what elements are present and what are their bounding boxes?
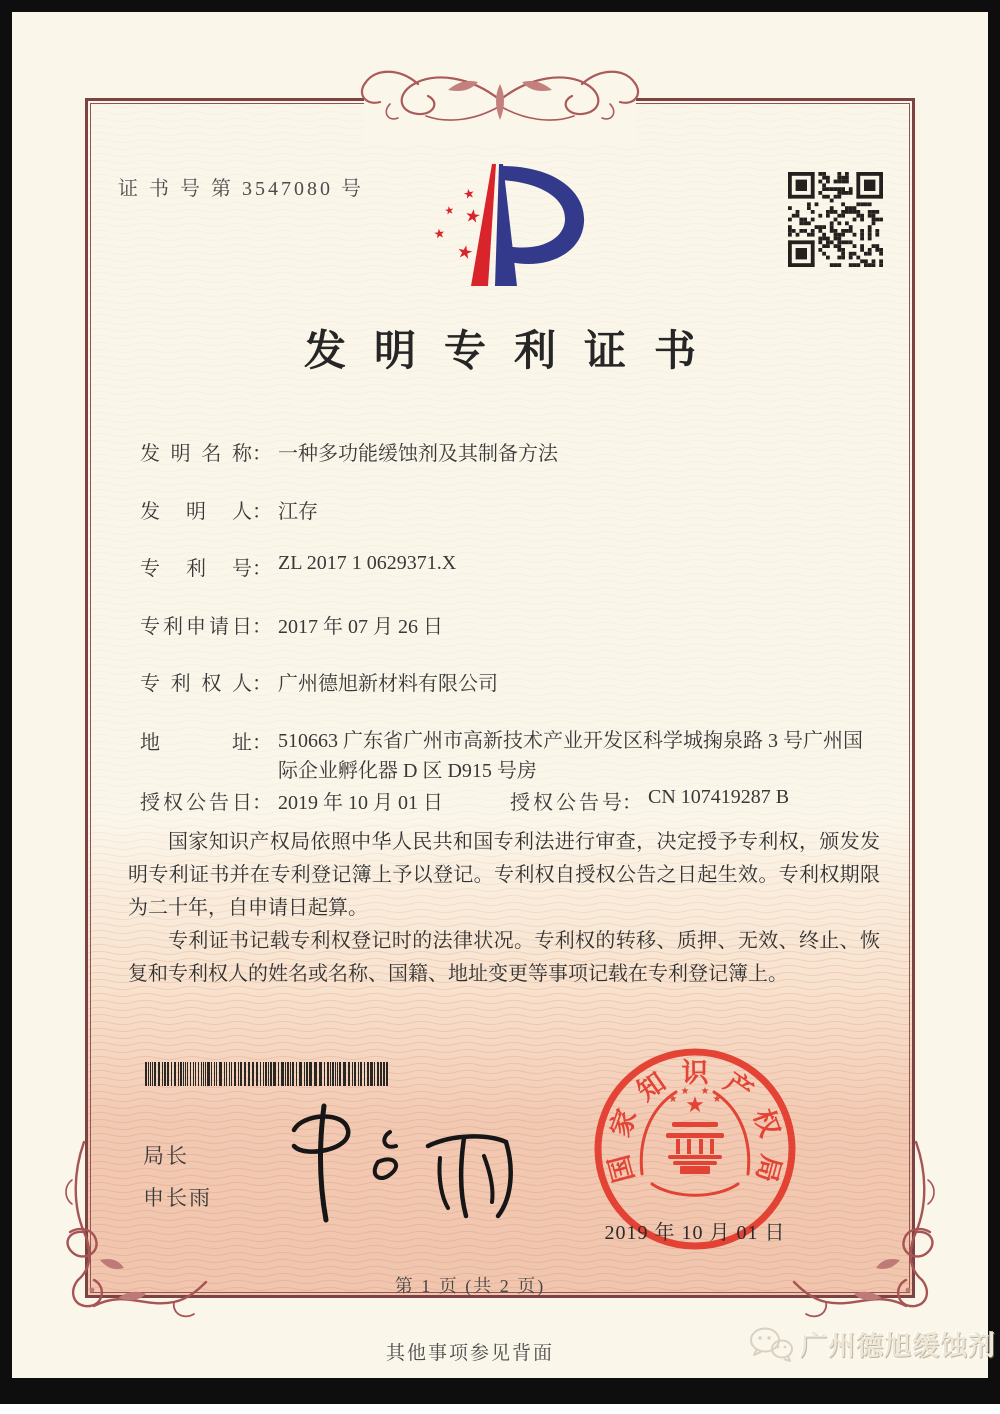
director-name: 申长雨 (143, 1187, 212, 1210)
legal-paragraph-2: 专利证书记载专利权登记时的法律状况。专利权的转移、质押、无效、终止、恢复和专利权人的姓名或名称、国籍、地址变更等事项记载在专利登记簿上。 (128, 930, 880, 985)
field-colon: ： (252, 501, 272, 523)
field-row-invention-name (140, 437, 558, 466)
field-value-grant-number: CN 107419287 B (648, 786, 790, 808)
svg-text:★: ★ (700, 1086, 710, 1097)
svg-text:★: ★ (462, 186, 477, 204)
field-label: 专利申请日 (140, 616, 252, 638)
scan-border-top (0, 0, 1000, 12)
scan-border-right (988, 0, 1000, 1382)
field-colon: ： (252, 673, 272, 695)
field-pair-grant-number (510, 786, 789, 815)
scan-border-bottom (0, 1378, 1000, 1404)
legal-paragraph-1: 国家知识产权局依照中华人民共和国专利法进行审查，决定授予专利权，颁发发明专利证书并在专利登记簿上予以登记。专利权自授权公告之日起生效。专利权期限为二十年，自申请日起算。 (128, 831, 880, 919)
svg-text:★: ★ (443, 203, 456, 218)
seal-date: 2019 年 10 月 01 日 (604, 1222, 786, 1244)
svg-text:★: ★ (455, 240, 475, 265)
field-value-patent-number: ZL 2017 1 0629371.X (278, 552, 457, 574)
field-row-filing-date (140, 610, 443, 639)
svg-text:★: ★ (432, 226, 447, 243)
svg-text:识: 识 (681, 1058, 709, 1088)
field-label: 授权公告日 (140, 792, 252, 814)
svg-text:家: 家 (604, 1105, 643, 1141)
svg-text:权: 权 (747, 1105, 786, 1141)
field-row-inventor (140, 495, 318, 524)
field-value-inventor: 江存 (278, 501, 318, 523)
watermark-text: 广州德旭缓蚀剂 (800, 1331, 996, 1361)
svg-text:知: 知 (631, 1066, 672, 1107)
barcode (145, 1062, 393, 1086)
field-label: 地址 (140, 732, 252, 754)
svg-text:★: ★ (680, 1086, 690, 1097)
field-value-invention-name: 一种多功能缓蚀剂及其制备方法 (278, 443, 558, 465)
field-value-address: 510663 广东省广州市高新技术产业开发区科学城掬泉路 3 号广州国际企业孵化器 D 区 D915 号房 (278, 730, 863, 782)
svg-text:局: 局 (750, 1151, 787, 1186)
director-block (143, 1136, 212, 1220)
field-value-filing-date: 2017 年 07 月 26 日 (278, 616, 443, 638)
field-label: 专利号 (140, 558, 252, 580)
field-label: 发明人 (140, 501, 252, 523)
cnipa-patent-logo-icon (398, 156, 598, 296)
field-label: 专利权人 (140, 673, 252, 695)
field-colon: ： (252, 558, 272, 580)
svg-text:★: ★ (668, 1094, 678, 1105)
field-colon: ： (252, 443, 272, 465)
field-colon: ： (252, 732, 272, 754)
legal-text-block (128, 826, 880, 991)
director-title: 局长 (143, 1145, 189, 1168)
field-value-patentee: 广州德旭新材料有限公司 (278, 673, 498, 695)
director-handwritten-signature (268, 1096, 518, 1228)
field-label: 发明名称 (140, 443, 252, 465)
field-colon: ： (252, 792, 272, 814)
svg-text:★: ★ (712, 1094, 722, 1105)
scan-border-left (0, 0, 12, 1382)
field-colon: ： (622, 792, 642, 814)
field-row-address (140, 726, 878, 786)
qr-code (788, 172, 883, 267)
field-row-patentee (140, 667, 498, 696)
wechat-icon (748, 1325, 794, 1363)
certificate-number: 证 书 号 第 3547080 号 (118, 178, 364, 200)
svg-text:国: 国 (603, 1151, 640, 1186)
svg-text:产: 产 (718, 1066, 759, 1107)
field-value-grant-date: 2019 年 10 月 01 日 (278, 792, 443, 814)
field-colon: ： (252, 616, 272, 638)
wechat-watermark (748, 1324, 996, 1363)
svg-text:★: ★ (463, 205, 483, 229)
field-label: 授权公告号 (510, 792, 622, 814)
certificate-title: 发明专利证书 (303, 329, 724, 375)
svg-text:★: ★ (685, 1093, 705, 1118)
field-row-grant (140, 786, 900, 815)
page-number: 第 1 页 (共 2 页) (394, 1276, 546, 1296)
field-row-patent-number (140, 552, 456, 581)
back-side-note: 其他事项参见背面 (385, 1343, 554, 1364)
